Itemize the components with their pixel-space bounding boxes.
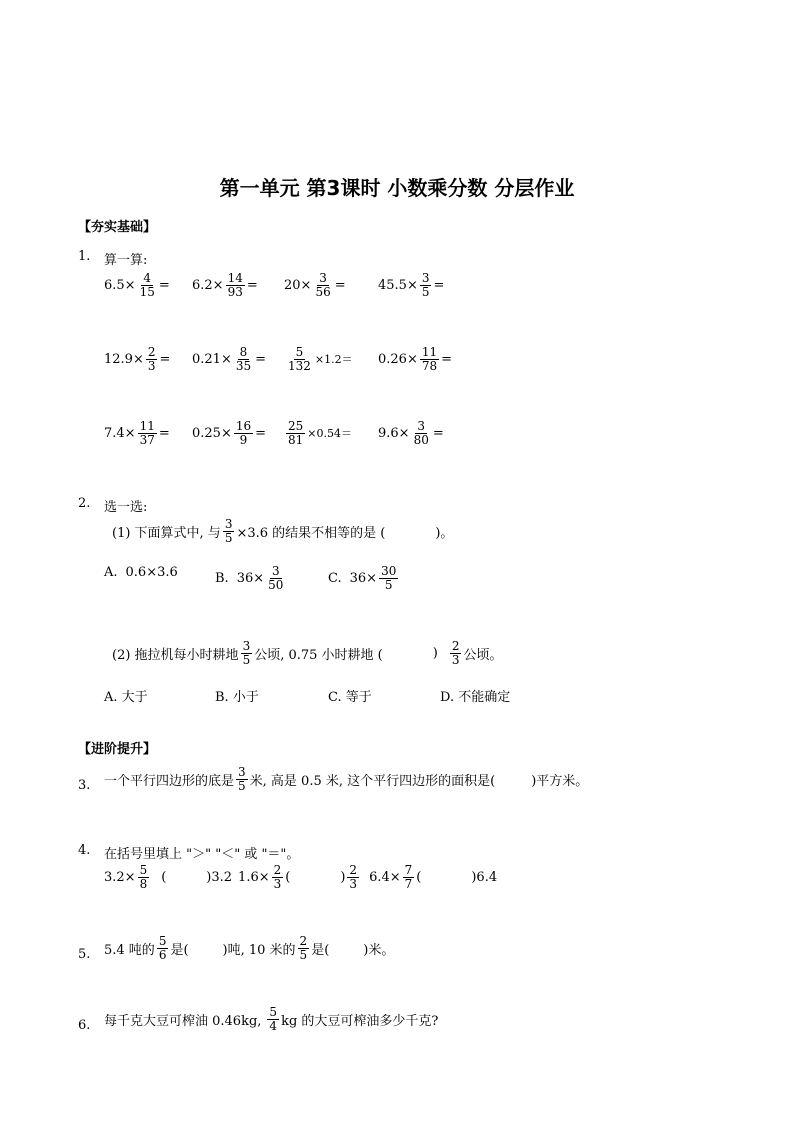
calc-prefix: 0.25×: [192, 425, 232, 441]
calc-suffix: =: [159, 351, 171, 367]
fraction: [234, 346, 253, 372]
calc-item: [284, 346, 378, 372]
denominator: 3: [451, 652, 460, 667]
option-letter: B.: [215, 570, 229, 586]
fraction: [138, 420, 157, 446]
calc-item: [192, 420, 284, 446]
option-value: 36×: [349, 570, 378, 586]
calc-prefix: 20×: [284, 277, 312, 293]
numerator: 5: [269, 1005, 278, 1019]
numerator: 30: [381, 564, 397, 578]
q2-part1-option-a[interactable]: [104, 565, 178, 580]
denominator: 5: [224, 530, 233, 545]
page-title: 第一单元 第3课时 小数乘分数 分层作业: [219, 176, 575, 200]
numerator: 14: [227, 271, 243, 285]
section-advanced: 【进阶提升】: [78, 742, 157, 757]
fraction: [272, 864, 284, 890]
fraction: [412, 420, 431, 446]
denominator: 80: [413, 432, 429, 447]
q2p1-end: )。: [435, 525, 454, 541]
denominator: 9: [239, 432, 248, 447]
q6-pre: 每千克大豆可榨油 0.46kg,: [104, 1013, 262, 1029]
numerator: 11: [421, 345, 438, 359]
calc-item: [192, 346, 284, 372]
fraction: [223, 518, 235, 544]
denominator: 78: [421, 358, 438, 373]
numerator: 4: [143, 271, 152, 285]
numerator: 3: [271, 564, 280, 578]
q3-end: )平方米。: [531, 773, 589, 789]
denominator: 50: [268, 577, 284, 592]
q6-question: [104, 1006, 438, 1032]
denominator: 93: [227, 284, 243, 299]
section-basic: 【夯实基础】: [78, 220, 157, 235]
q2p1-post: ×3.6 的结果不相等的是 (: [236, 525, 386, 541]
q2p2-end: 公顷。: [463, 647, 503, 663]
q5-question: [104, 935, 394, 961]
fraction: [286, 420, 305, 446]
numerator: 3: [224, 517, 233, 531]
fraction: [298, 935, 310, 961]
q4-number: 4.: [78, 843, 91, 858]
denominator: 3: [147, 358, 156, 373]
fraction: [138, 272, 157, 298]
q3-question: [104, 766, 588, 792]
q3-number: 3.: [78, 778, 91, 793]
q4b-close: ): [340, 869, 346, 885]
fraction: [313, 272, 332, 298]
option-letter: A.: [104, 565, 118, 580]
calc-suffix: =: [441, 351, 453, 367]
q5-mid1: 是(: [170, 942, 189, 958]
q2-part2-question: [112, 640, 502, 666]
q2-part1-question: [112, 518, 453, 544]
q1-row-2: [104, 346, 458, 372]
fraction: [267, 1006, 279, 1032]
q4-label: 在括号里填上 "＞" "＜" 或 "＝"。: [104, 847, 300, 862]
denominator: 4: [269, 1018, 278, 1033]
denominator: 5: [384, 577, 393, 592]
fraction: [234, 420, 253, 446]
numerator: 2: [273, 863, 282, 877]
numerator: 2: [147, 345, 156, 359]
calc-item: [104, 272, 192, 298]
denominator: 5: [242, 652, 251, 667]
fraction: [420, 272, 432, 298]
calc-prefix: 6.2×: [192, 277, 224, 293]
calc-item: [378, 420, 458, 446]
numerator: 16: [235, 419, 252, 433]
calc-item: [284, 420, 378, 446]
q2p1-pre: (1) 下面算式中, 与: [112, 525, 221, 541]
fraction: [236, 766, 248, 792]
calc-suffix: =: [255, 425, 267, 441]
q5-mid2: )吨, 10 米的: [222, 942, 296, 958]
calc-item: [104, 346, 192, 372]
q4c-open: (: [416, 869, 422, 885]
fraction: [403, 864, 415, 890]
calc-suffix: =: [334, 277, 346, 293]
q4c-close: )6.4: [471, 869, 498, 885]
fraction: [157, 935, 169, 961]
denominator: 8: [139, 876, 148, 891]
q2-label: 选一选:: [104, 500, 148, 515]
numerator: 5: [158, 934, 167, 948]
numerator: 3: [421, 271, 430, 285]
fraction: [266, 565, 285, 591]
q1-label: 算一算:: [104, 253, 148, 268]
numerator: 3: [417, 419, 426, 433]
calc-prefix: 0.21×: [192, 351, 232, 367]
calc-item: [378, 346, 458, 372]
numerator: 5: [295, 345, 304, 359]
q1-row-1: [104, 272, 458, 298]
q6-post: kg 的大豆可榨油多少千克?: [281, 1013, 439, 1029]
q4a-close: )3.2: [206, 869, 233, 885]
fraction: [226, 272, 245, 298]
numerator: 2: [299, 934, 308, 948]
calc-prefix: 45.5×: [378, 277, 418, 293]
q3-post: 米, 高是 0.5 米, 这个平行四边形的面积是(: [249, 773, 496, 789]
q5-number: 5.: [78, 947, 91, 962]
calc-suffix: =: [255, 351, 267, 367]
q2p2-close: ): [432, 645, 438, 661]
q4c-pre: 6.4×: [369, 869, 401, 885]
denominator: 6: [158, 947, 167, 962]
q2-part2-option-c[interactable]: C. 等于: [328, 690, 372, 705]
calc-item: [378, 272, 458, 298]
numerator: 25: [288, 419, 304, 433]
calc-suffix: =: [158, 277, 170, 293]
calc-suffix: ×0.54＝: [307, 427, 352, 441]
denominator: 37: [139, 432, 155, 447]
denominator: 7: [404, 876, 413, 891]
q5-mid3: 是(: [311, 942, 330, 958]
denominator: 15: [139, 284, 155, 299]
option-value: 36×: [236, 570, 265, 586]
fraction: [347, 864, 359, 890]
denominator: 56: [315, 284, 331, 299]
q4-comparisons: [104, 864, 497, 890]
option-value: 0.6×3.6: [125, 565, 178, 580]
numerator: 5: [139, 863, 148, 877]
q2p2-pre: (2) 拖拉机每小时耕地: [112, 647, 239, 663]
numerator: 2: [451, 639, 460, 653]
calc-prefix: 6.5×: [104, 277, 136, 293]
calc-item: [104, 420, 192, 446]
denominator: 5: [299, 947, 308, 962]
q2p2-mid: 公顷, 0.75 小时耕地 (: [254, 647, 383, 663]
q4a-pre: 3.2×: [104, 869, 136, 885]
denominator: 132: [288, 358, 311, 373]
numerator: 3: [319, 271, 327, 285]
numerator: 8: [239, 345, 248, 359]
calc-suffix: =: [432, 425, 444, 441]
q3-pre: 一个平行四边形的底是: [104, 773, 235, 789]
numerator: 11: [139, 419, 155, 433]
fraction: [241, 640, 253, 666]
fraction: [286, 346, 313, 372]
calc-item: [284, 272, 378, 298]
fraction: [146, 346, 158, 372]
q2-part1-option-b[interactable]: [215, 565, 287, 591]
numerator: 7: [404, 863, 413, 877]
q2-part2-option-d[interactable]: D. 不能确定: [440, 690, 511, 705]
q4b-open: (: [285, 869, 291, 885]
denominator: 81: [288, 432, 304, 447]
q5-end: )米。: [363, 942, 395, 958]
q6-number: 6.: [78, 1018, 91, 1033]
calc-prefix: 7.4×: [104, 425, 136, 441]
q1-row-3: [104, 420, 458, 446]
denominator: 35: [235, 358, 252, 373]
numerator: 2: [349, 863, 358, 877]
calc-prefix: 0.26×: [378, 351, 418, 367]
q4a-open: (: [161, 869, 167, 885]
calc-suffix: ×1.2＝: [314, 353, 353, 367]
fraction: [138, 864, 150, 890]
q2-part2-option-b[interactable]: B. 小于: [215, 690, 259, 705]
fraction: [450, 640, 462, 666]
denominator: 3: [349, 876, 358, 891]
calc-prefix: 12.9×: [104, 351, 144, 367]
calc-suffix: =: [246, 277, 258, 293]
q2-number: 2.: [78, 496, 91, 511]
fraction: [379, 565, 398, 591]
q5-pre: 5.4 吨的: [104, 942, 155, 958]
denominator: 5: [238, 778, 246, 793]
fraction: [420, 346, 439, 372]
denominator: 5: [421, 284, 430, 299]
numerator: 3: [238, 765, 246, 779]
calc-item: [192, 272, 284, 298]
numerator: 3: [242, 639, 251, 653]
calc-suffix: =: [158, 425, 170, 441]
q1-number: 1.: [78, 249, 91, 264]
q2-part2-option-a[interactable]: A. 大于: [104, 690, 148, 705]
calc-prefix: 9.6×: [378, 425, 410, 441]
denominator: 3: [273, 876, 282, 891]
q2-part1-option-c[interactable]: [328, 565, 400, 591]
calc-suffix: =: [433, 277, 445, 293]
option-letter: C.: [328, 570, 342, 586]
q4b-pre: 1.6×: [238, 869, 270, 885]
